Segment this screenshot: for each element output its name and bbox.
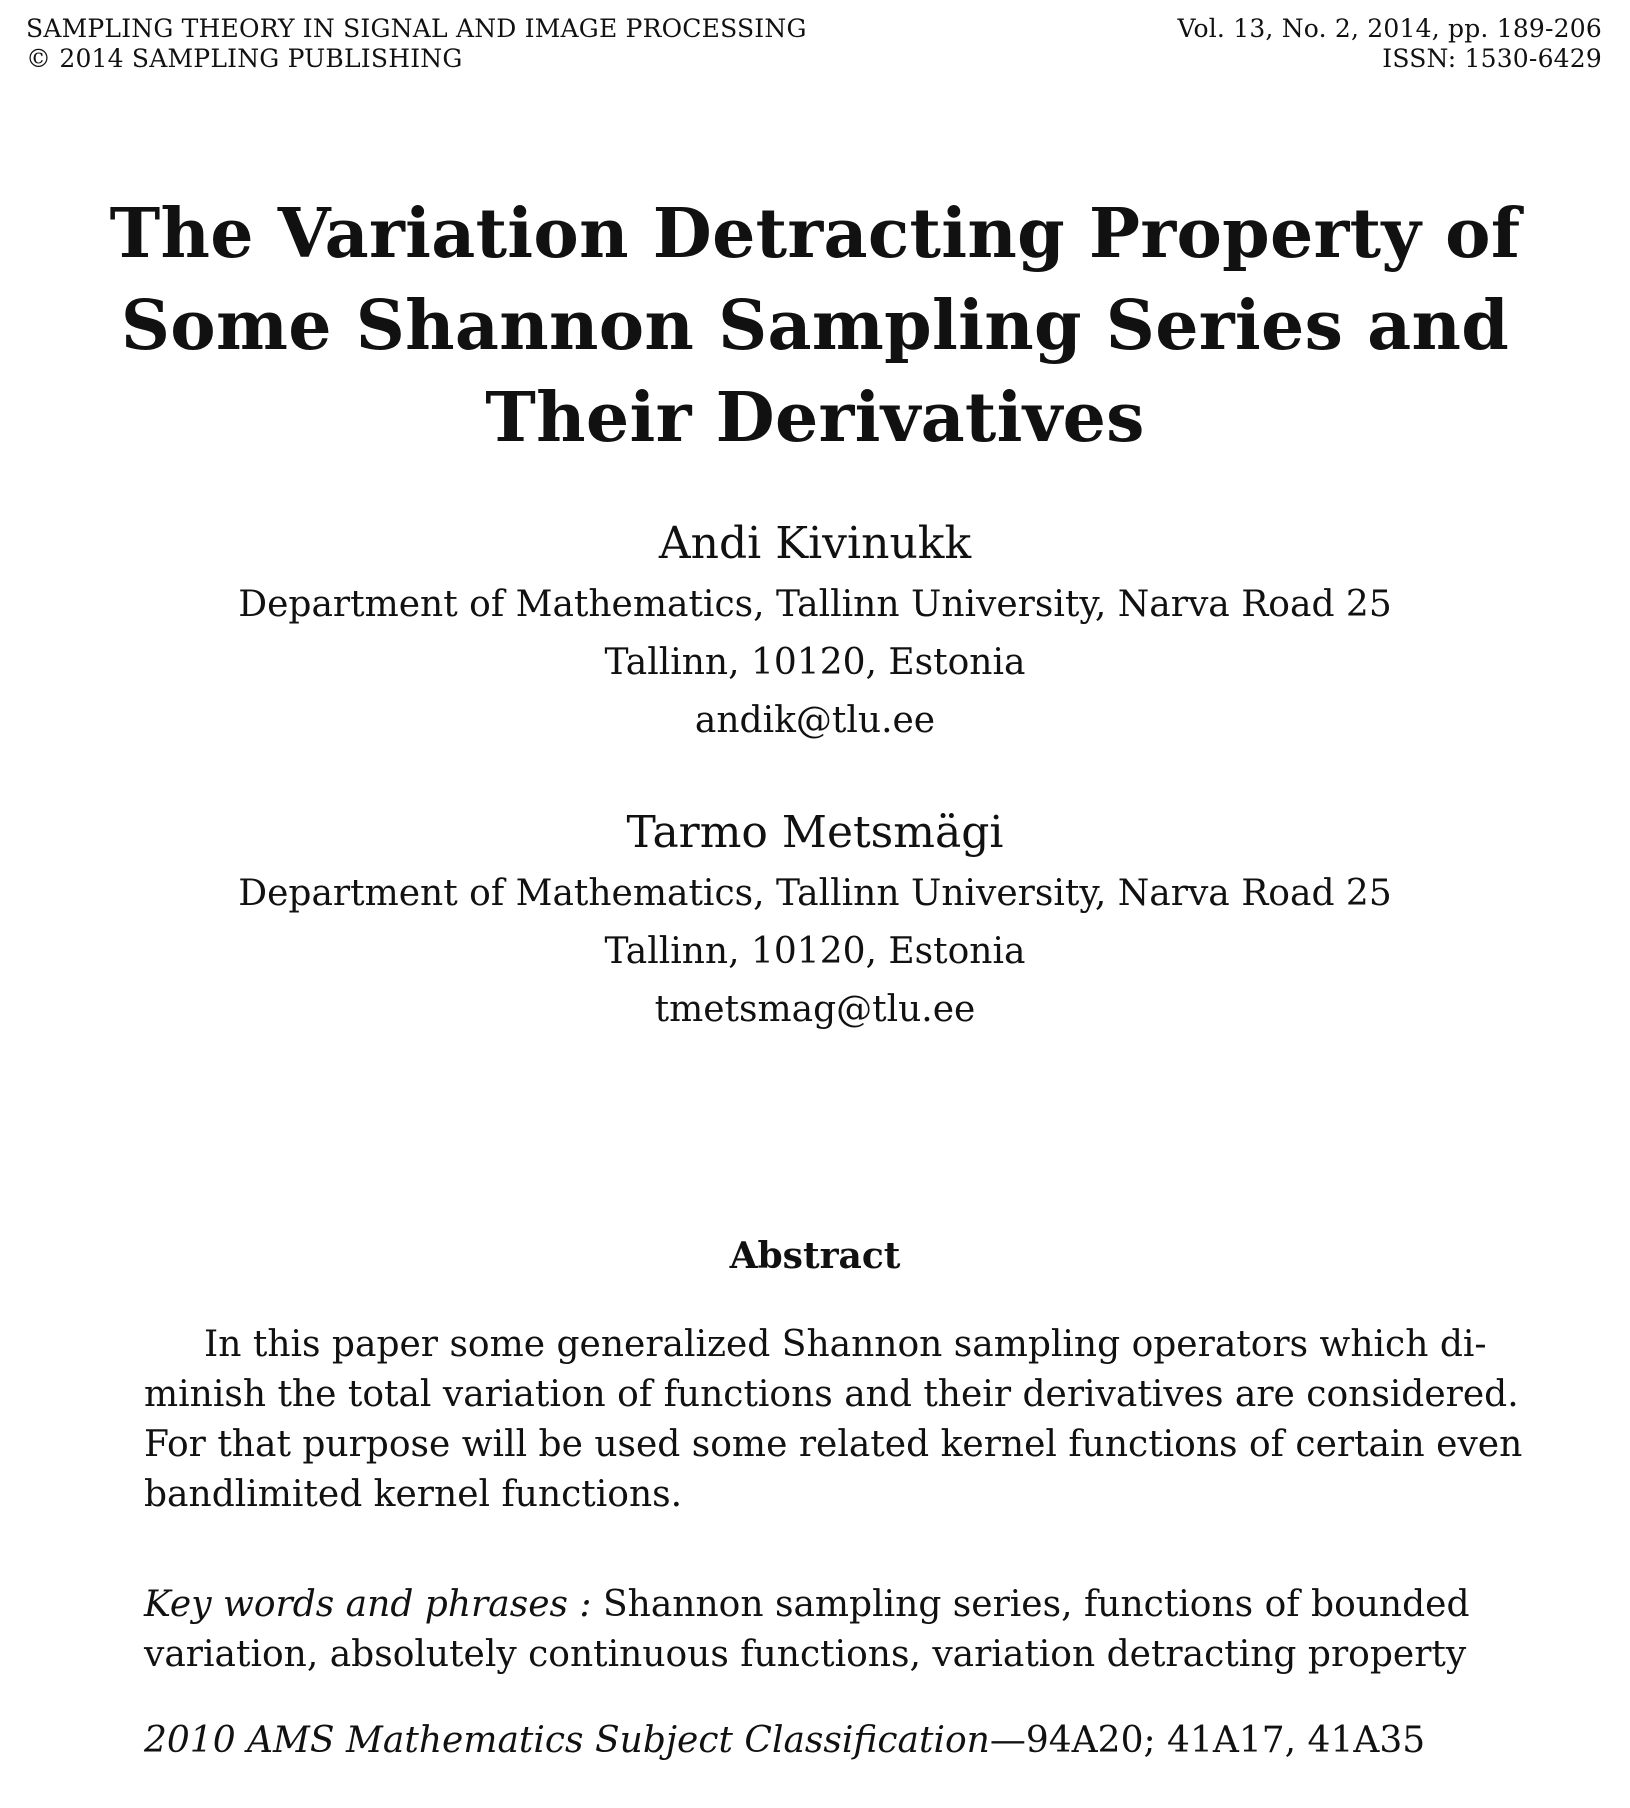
author-affiliation: Department of Mathematics, Tallinn University, Narva Road 25 [238, 873, 1392, 914]
abstract-line: For that purpose will be used some related kernel functions of certain even [144, 1424, 1523, 1465]
keywords-label: Key words and phrases : [144, 1584, 592, 1625]
author-location: Tallinn, 10120, Estonia [604, 931, 1026, 972]
volume-line: Vol. 13, No. 2, 2014, pp. 189-206 [1177, 14, 1602, 43]
journal-info [26, 14, 807, 74]
journal-name: SAMPLING THEORY IN SIGNAL AND IMAGE PROCESSING [26, 14, 807, 43]
author-email: andik@tlu.ee [694, 700, 936, 741]
copyright-line: © 2014 SAMPLING PUBLISHING [26, 44, 463, 73]
paper-title [0, 188, 1630, 464]
issn-line: ISSN: 1530-6429 [1382, 44, 1602, 73]
abstract-line: minish the total variation of functions and their derivatives are considered. [144, 1374, 1519, 1415]
ams-codes: —94A20; 41A17, 41A35 [989, 1720, 1426, 1761]
keywords-line: variation, absolutely continuous functions, variation detracting property [144, 1634, 1467, 1675]
title-line: Some Shannon Sampling Series and [120, 286, 1510, 366]
ams-label: 2010 AMS Mathematics Subject Classification [144, 1720, 990, 1761]
volume-info [1178, 14, 1602, 74]
author-name: Tarmo Metsmägi [626, 807, 1004, 858]
author-block [0, 514, 1630, 750]
author-block [0, 803, 1630, 1039]
abstract-line: bandlimited kernel functions. [144, 1474, 683, 1515]
keywords [144, 1580, 1488, 1680]
keywords-line [144, 1580, 1488, 1630]
author-name: Andi Kivinukk [658, 518, 972, 569]
ams-classification [144, 1716, 1488, 1766]
author-affiliation: Department of Mathematics, Tallinn University, Narva Road 25 [238, 584, 1392, 625]
title-line: Their Derivatives [485, 378, 1145, 458]
keywords-text: Shannon sampling series, functions of bounded [603, 1584, 1470, 1625]
author-location: Tallinn, 10120, Estonia [604, 642, 1026, 683]
title-line: The Variation Detracting Property of [109, 194, 1521, 274]
abstract-line: In this paper some generalized Shannon sampling operators which di- [204, 1324, 1487, 1365]
author-email: tmetsmag@tlu.ee [654, 989, 976, 1030]
abstract-body [144, 1320, 1523, 1520]
abstract-heading: Abstract [729, 1235, 901, 1277]
